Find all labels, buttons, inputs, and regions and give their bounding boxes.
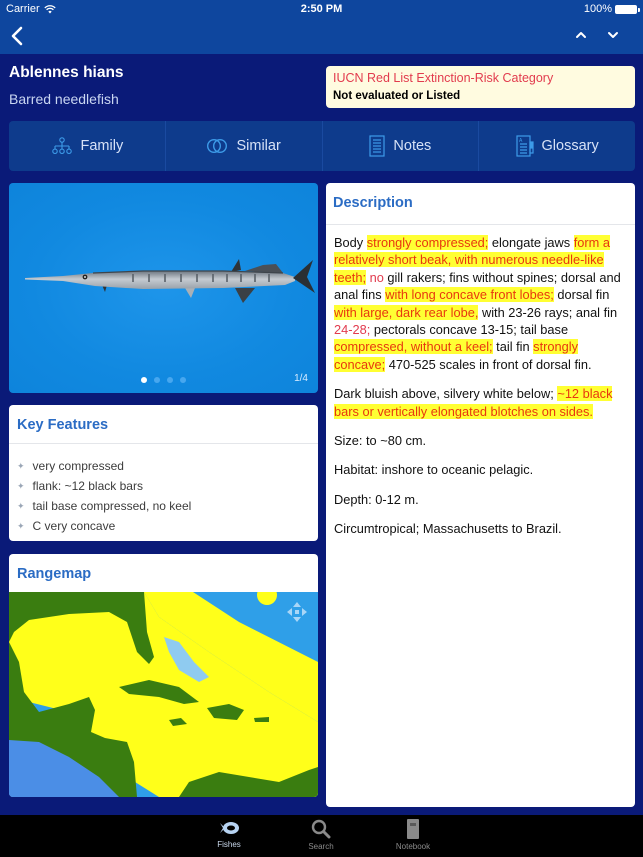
highlighted-text: strongly concave; (334, 339, 578, 372)
previous-species-button[interactable] (572, 26, 590, 44)
svg-text:A: A (518, 138, 522, 144)
highlighted-text: with long concave front lobes; (385, 287, 554, 303)
description-paragraph (334, 385, 630, 420)
plain-text: with 23-26 rays; anal fin (478, 304, 618, 320)
search-icon (311, 819, 331, 839)
carrier-label: Carrier (6, 3, 40, 15)
highlighted-text: strongly compressed; (366, 235, 489, 250)
bullet-icon: ✦ (17, 500, 25, 511)
description-paragraph (334, 461, 630, 478)
divider (9, 443, 318, 444)
bottom-tab-bar (0, 815, 643, 857)
battery-indicator (584, 3, 637, 15)
feature-text: flank: ~12 black bars (32, 479, 143, 493)
key-features-title: Key Features (17, 417, 109, 433)
emphasis-text: no (369, 269, 384, 285)
list-item (17, 516, 191, 536)
feature-text: C very concave (32, 519, 116, 533)
fish-photo (23, 255, 318, 305)
plain-text: pectorals concave 13-15; tail base (370, 322, 569, 338)
tabbar-search[interactable] (291, 819, 351, 851)
tab-notes[interactable] (323, 121, 480, 171)
highlighted-text: form a relatively short beak, with numerous needle-like teeth; (334, 235, 611, 285)
plain-text: Size: to ~80 cm. (334, 433, 427, 449)
plain-text: Habitat: inshore to oceanic pelagic. (334, 462, 534, 478)
back-button[interactable] (8, 24, 28, 48)
bullet-icon: ✦ (17, 460, 25, 471)
bullet-icon: ✦ (17, 520, 25, 531)
key-features-card (9, 405, 318, 541)
description-title: Description (333, 195, 413, 211)
battery-icon (615, 5, 637, 14)
feature-text: tail base compressed, no keel (32, 499, 192, 513)
bullet-icon: ✦ (17, 480, 25, 491)
status-bar (0, 0, 643, 18)
tabbar-notebook-label: Notebook (395, 842, 431, 851)
glossary-book-icon (516, 135, 534, 157)
tabbar-search-label: Search (308, 842, 334, 851)
page-dot-2[interactable] (154, 377, 160, 383)
rangemap-card (9, 554, 318, 797)
plain-text: 470-525 scales in front of dorsal fin. (385, 356, 592, 372)
rangemap-title: Rangemap (17, 566, 92, 582)
tab-similar-label: Similar (236, 138, 281, 154)
section-tabs (9, 121, 635, 171)
navigation-bar (0, 0, 643, 54)
tabbar-fishes-label: Fishes (217, 840, 241, 849)
iucn-title: IUCN Red List Extinction-Risk Category (333, 71, 554, 85)
description-paragraph (334, 234, 630, 373)
species-header (0, 54, 643, 116)
range-map[interactable] (9, 592, 318, 797)
plain-text: tail fin (492, 339, 534, 355)
notes-icon (369, 135, 385, 157)
plain-text: Circumtropical; Massachusetts to Brazil. (334, 521, 562, 537)
description-paragraph (334, 520, 630, 537)
highlighted-text: with large, dark rear lobe, (334, 304, 479, 320)
divider (326, 224, 635, 225)
scientific-name: Ablennes hians (9, 64, 124, 81)
list-item (17, 496, 191, 516)
plain-text: Dark bluish above, silvery white below; (334, 386, 558, 402)
iucn-value: Not evaluated or Listed (333, 90, 461, 102)
description-paragraph (334, 432, 630, 449)
plain-text: Depth: 0-12 m. (334, 491, 419, 507)
emphasis-text: 24-28; (334, 322, 371, 338)
list-item (17, 476, 191, 496)
common-name: Barred needlefish (9, 91, 119, 107)
page-dot-4[interactable] (180, 377, 186, 383)
plain-text: elongate jaws (488, 235, 574, 250)
battery-percent: 100% (583, 3, 612, 15)
tab-family-label: Family (80, 138, 124, 154)
key-features-list (17, 456, 191, 536)
feature-text: very compressed (32, 459, 124, 473)
highlighted-text: ~12 black bars or vertically elongated blotches on sides. (334, 386, 613, 419)
tabbar-fishes[interactable] (199, 819, 259, 849)
plain-text: gill rakers; fins without spines; dorsal and anal fins (334, 269, 621, 303)
clock: 2:50 PM (300, 3, 343, 15)
next-species-button[interactable] (604, 26, 622, 44)
tab-glossary-label: Glossary (541, 138, 599, 154)
notebook-icon (406, 819, 420, 839)
description-text (334, 234, 630, 550)
photo-counter: 1/4 (294, 373, 308, 384)
iucn-status-box (326, 66, 635, 108)
photo-carousel[interactable] (9, 183, 318, 393)
tabbar-notebook[interactable] (383, 819, 443, 851)
plain-text: Body (334, 235, 367, 250)
tab-glossary[interactable] (479, 121, 635, 171)
description-paragraph (334, 491, 630, 508)
tab-family[interactable] (9, 121, 166, 171)
tab-notes-label: Notes (393, 138, 432, 154)
family-tree-icon (51, 137, 73, 155)
highlighted-text: compressed, without a keel; (334, 339, 493, 355)
page-dot-3[interactable] (167, 377, 173, 383)
fish-icon (218, 819, 240, 837)
page-dot-1[interactable] (141, 377, 147, 383)
carousel-page-indicator (9, 377, 318, 383)
tab-similar[interactable] (166, 121, 323, 171)
overlapping-circles-icon (206, 138, 228, 154)
list-item (17, 456, 191, 476)
plain-text: dorsal fin (553, 287, 610, 303)
description-card (326, 183, 635, 807)
